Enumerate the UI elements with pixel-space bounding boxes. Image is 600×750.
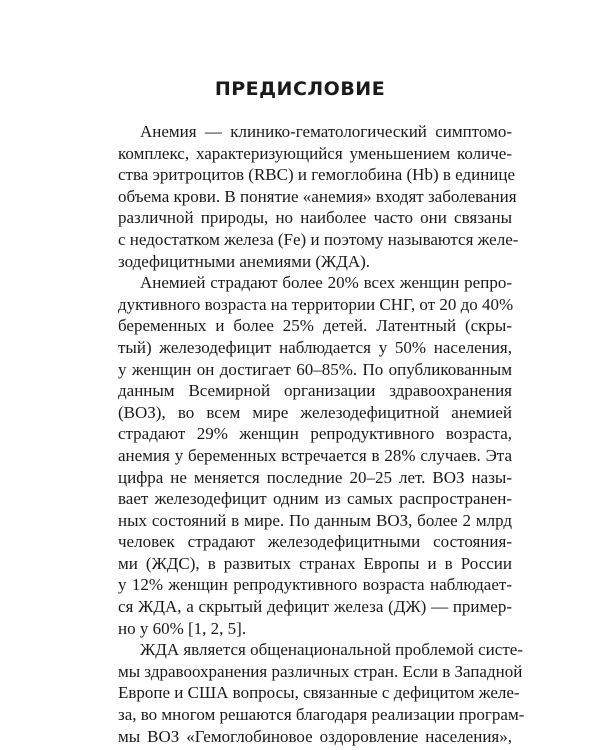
text-line: дуктивного возраста на территории СНГ, от 20 до 40% bbox=[118, 294, 514, 314]
text-line: анемия у беременных встречается в 28% случаев. Эта bbox=[118, 445, 512, 465]
text-line: с недостатком железа (Fe) и поэтому называются желе- bbox=[118, 229, 519, 249]
text-line: ми (ЖДС), в развитых странах Европы и в России bbox=[118, 553, 512, 573]
paragraph-1 bbox=[118, 121, 519, 272]
text-line: человек страдают железодефицитными состояния- bbox=[118, 532, 512, 552]
text-line: за, во многом решаются благодаря реализации програм- bbox=[118, 705, 525, 725]
text-line: мы здравоохранения различных стран. Если в Западной bbox=[118, 661, 523, 681]
text-line: но у 60% [1, 2, 5]. bbox=[118, 618, 247, 638]
text-line: цифра не меняется последние 20–25 лет. ВОЗ назы- bbox=[118, 467, 512, 487]
text-line: Европе и США вопросы, связанные с дефицитом желе- bbox=[118, 683, 520, 703]
text-line: (ВОЗ), во всем мире железодефицитной анемией bbox=[118, 402, 512, 422]
text-line: комплекс, характеризующийся уменьшением количе- bbox=[118, 143, 512, 163]
text-line: мы ВОЗ «Гемоглобиновое оздоровление населения», bbox=[118, 726, 512, 746]
paragraph-3 bbox=[118, 639, 525, 747]
text-line: тый) железодефицит наблюдается у 50% населения, bbox=[118, 337, 512, 357]
text-line: ства эритроцитов (RBC) и гемоглобина (Hb) в единице bbox=[118, 165, 516, 185]
text-line: ных состояний в мире. По данным ВОЗ, более 2 млрд bbox=[118, 510, 512, 530]
paragraph-2 bbox=[118, 272, 512, 639]
page-title: ПРЕДИСЛОВИЕ bbox=[214, 78, 386, 100]
text-line: вает железодефицит одним из самых распространен- bbox=[118, 489, 512, 509]
text-line: данным Всемирной организации здравоохранения bbox=[118, 381, 512, 401]
text-line: у 12% женщин репродуктивного возраста наблюдает- bbox=[118, 575, 512, 595]
text-line: ЖДА является общенациональной проблемой систе- bbox=[140, 640, 523, 660]
text-line: Анемией страдают более 20% всех женщин репро- bbox=[140, 273, 512, 293]
text-line: ся ЖДА, а скрытый дефицит железа (ДЖ) — пример- bbox=[118, 597, 512, 617]
text-line: страдают 29% женщин репродуктивного возраста, bbox=[118, 424, 512, 444]
text-line: у женщин он достигает 60–85%. По опубликованным bbox=[118, 359, 512, 379]
text-line: беременных и более 25% детей. Латентный (скры- bbox=[118, 316, 512, 336]
body-text bbox=[118, 121, 525, 747]
text-line: Анемия — клинико-гематологический симптомо- bbox=[140, 122, 512, 141]
text-line: объема крови. В понятие «анемия» входят заболевания bbox=[118, 186, 517, 206]
text-line: различной природы, но наиболее часто они связаны bbox=[118, 208, 512, 228]
text-line: зодефицитными анемиями (ЖДА). bbox=[118, 251, 371, 271]
